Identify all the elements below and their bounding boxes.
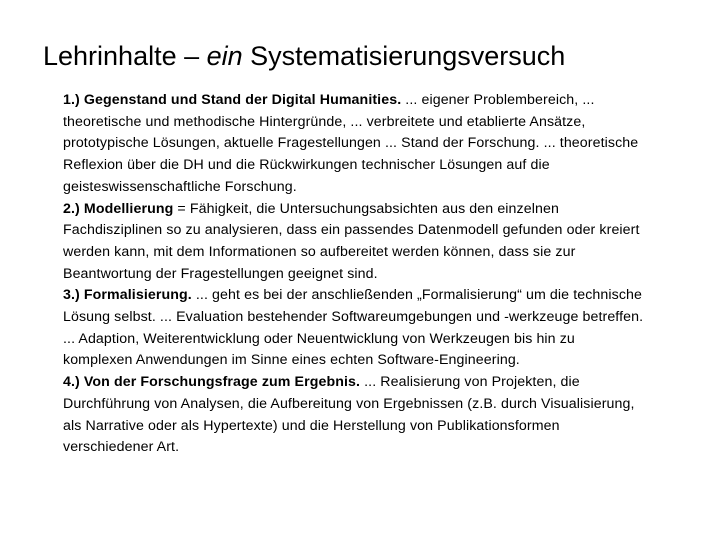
section-4 bbox=[63, 372, 648, 459]
title-part-3: Systematisierungsversuch bbox=[242, 41, 566, 71]
section-3-text: ... geht es bei der anschließenden „Formalisierung“ um die technische Lösung selbst. ... Evaluation bestehender Softwareumgebungen und -werkzeuge betreffen. ... Adaption, Weiterentwicklung oder Neuentwicklung von Werkzeugen bis hin zu komplexen Anwendungen im Sinne eines echten Software-Engineering. bbox=[63, 287, 644, 369]
section-3-heading: 3.) Formalisierung. bbox=[63, 287, 192, 304]
section-4-text: ... Realisierung von Projekten, die Durchführung von Analysen, die Aufbereitung von Ergebnissen (z.B. durch Visualisierung, als Narrative oder als Hypertexte) und die Herstellung von Publikationsformen verschiedener Art. bbox=[63, 374, 635, 456]
section-2 bbox=[63, 199, 648, 286]
section-1-text: ... eigener Problembereich, ... theoretische und methodische Hintergründe, ... verbreitete und etablierte Ansätze, prototypische Lösungen, aktuelle Fragestellungen ... Stand der Forschung. ... theoretische Reflexion über die DH und die Rückwirkungen technischer Lösungen auf die geisteswissenschaftliche Forschung. bbox=[63, 92, 639, 195]
slide-title bbox=[43, 38, 693, 74]
section-1-heading: 1.) Gegenstand und Stand der Digital Humanities. bbox=[63, 92, 402, 108]
section-4-heading: 4.) Von der Forschungsfrage zum Ergebnis. bbox=[63, 374, 361, 391]
title-part-2-italic: ein bbox=[206, 41, 243, 71]
section-2-heading: 2.) Modellierung bbox=[63, 200, 174, 217]
section-3 bbox=[63, 285, 648, 372]
title-part-1: Lehrinhalte – bbox=[43, 41, 207, 71]
section-2-text: = Fähigkeit, die Untersuchungsabsichten aus den einzelnen Fachdisziplinen so zu analysieren, dass ein passendes Datenmodell gefunden oder kreiert werden kann, mit dem Informationen so aufbereitet werden können, dass sie zur Beantwortung der Fragestellungen geeignet sind. bbox=[63, 200, 640, 282]
content-body bbox=[63, 90, 648, 459]
section-1 bbox=[63, 90, 648, 199]
